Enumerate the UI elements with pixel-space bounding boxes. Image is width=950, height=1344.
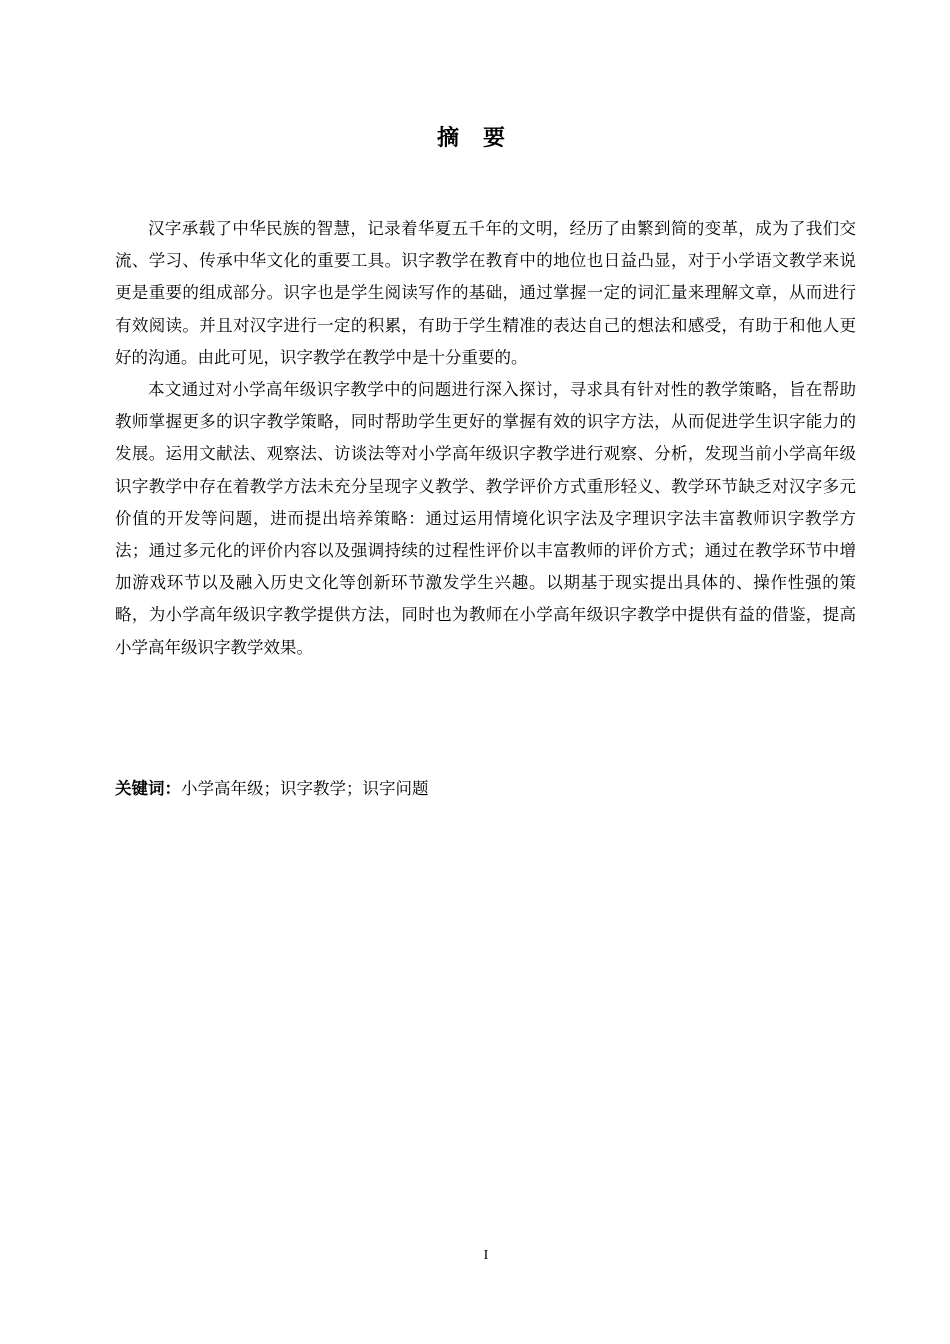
keywords-value: 小学高年级；识字教学；识字问题	[181, 779, 429, 798]
abstract-paragraph-2: 本文通过对小学高年级识字教学中的问题进行深入探讨，寻求具有针对性的教学策略，旨在帮助教师掌握更多的识字教学策略，同时帮助学生更好的掌握有效的识字方法，从而促进学生识字能力的发展。运用文献法、观察法、访谈法等对小学高年级识字教学进行观察、分析，发现当前小学高年级识字教学中存在着教学方法未充分呈现字义教学、教学评价方式重形轻义、教学环节缺乏对汉字多元价值的开发等问题，进而提出培养策略：通过运用情境化识字法及字理识字法丰富教师识字教学方法；通过多元化的评价内容以及强调持续的过程性评价以丰富教师的评价方式；通过在教学环节中增加游戏环节以及融入历史文化等创新环节激发学生兴趣。以期基于现实提出具体的、操作性强的策略，为小学高年级识字教学提供方法，同时也为教师在小学高年级识字教学中提供有益的借鉴，提高小学高年级识字教学效果。	[115, 380, 856, 657]
abstract-paragraph-1: 汉字承载了中华民族的智慧，记录着华夏五千年的文明，经历了由繁到简的变革，成为了我们交流、学习、传承中华文化的重要工具。识字教学在教育中的地位也日益凸显，对于小学语文教学来说更是重要的组成部分。识字也是学生阅读写作的基础，通过掌握一定的词汇量来理解文章，从而进行有效阅读。并且对汉字进行一定的积累，有助于学生精准的表达自己的想法和感受，有助于和他人更好的沟通。由此可见，识字教学在教学中是十分重要的。	[115, 219, 856, 367]
page-title: 摘要	[436, 126, 529, 151]
abstract-body	[115, 213, 856, 664]
page-number: I	[483, 1248, 489, 1263]
keywords-line	[115, 773, 856, 805]
keywords-label: 关键词：	[115, 779, 181, 798]
